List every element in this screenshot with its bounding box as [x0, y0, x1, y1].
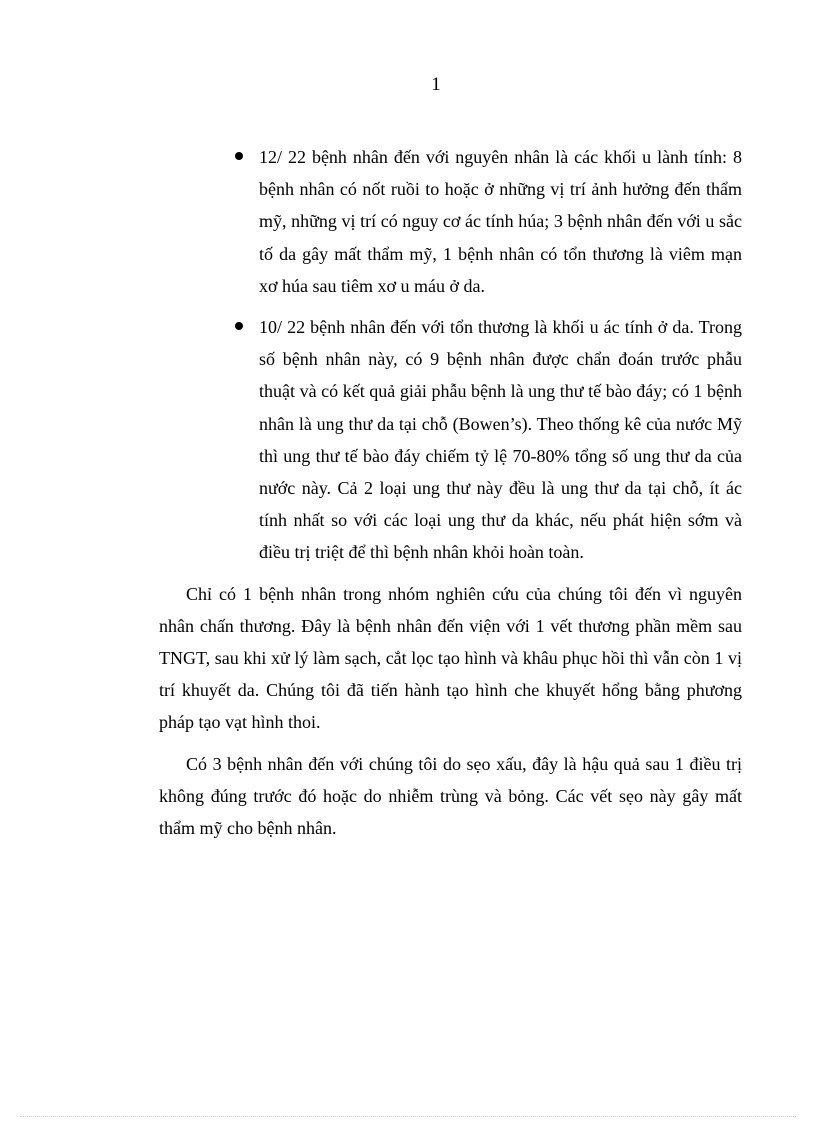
page-number: 1	[431, 74, 441, 95]
paragraph-trauma: Chỉ có 1 bệnh nhân trong nhóm nghiên cứu của chúng tôi đến vì nguyên nhân chấn thương. Đây là bệnh nhân đến viện với 1 vết thương phần mềm sau TNGT, sau khi xử lý làm sạch, cắt lọc tạo hình và khâu phục hồi thì vẫn còn 1 vị trí khuyết da. Chúng tôi đã tiến hành tạo hình che khuyết hổng bằng phương pháp tạo vạt hình thoi.	[159, 583, 742, 733]
bullet-item-malignant-tumors	[186, 311, 742, 569]
bullet-text: 12/ 22 bệnh nhân đến với nguyên nhân là các khối u lành tính: 8 bệnh nhân có nốt ruồi to hoặc ở những vị trí ảnh hưởng đến thẩm mỹ, những vị trí có nguy cơ ác tính húa; 3 bệnh nhân đến với u sắc tố da gây mất thẩm mỹ, 1 bệnh nhân có tổn thương là viêm mạn xơ húa sau tiêm xơ u máu ở da.	[259, 147, 742, 296]
document-body	[159, 141, 742, 853]
bullet-list	[186, 141, 742, 569]
paragraph-scars: Có 3 bệnh nhân đến với chúng tôi do sẹo xấu, đây là hậu quả sau 1 điều trị không đúng trước đó hoặc do nhiễm trùng và bỏng. Các vết sẹo này gây mất thẩm mỹ cho bệnh nhân.	[159, 753, 742, 839]
page-bottom-divider	[20, 1116, 796, 1117]
bullet-item-benign-tumors	[186, 141, 742, 302]
bullet-text: 10/ 22 bệnh nhân đến với tổn thương là khối u ác tính ở da. Trong số bệnh nhân này, có 9 bệnh nhân được chẩn đoán trước phẫu thuật và có kết quả giải phẫu bệnh là ung thư tế bào đáy; có 1 bệnh nhân là ung thư da tại chỗ (Bowen’s). Theo thống kê của nước Mỹ thì ung thư tế bào đáy chiếm tỷ lệ 70-80% tổng số ung thư da của nước này. Cả 2 loại ung thư này đều là ung thư da tại chỗ, ít ác tính nhất so với các loại ung thư da khác, nếu phát hiện sớm và điều trị triệt để thì bệnh nhân khỏi hoàn toàn.	[259, 317, 742, 563]
bullet-icon	[235, 322, 243, 330]
bullet-icon	[235, 152, 243, 160]
